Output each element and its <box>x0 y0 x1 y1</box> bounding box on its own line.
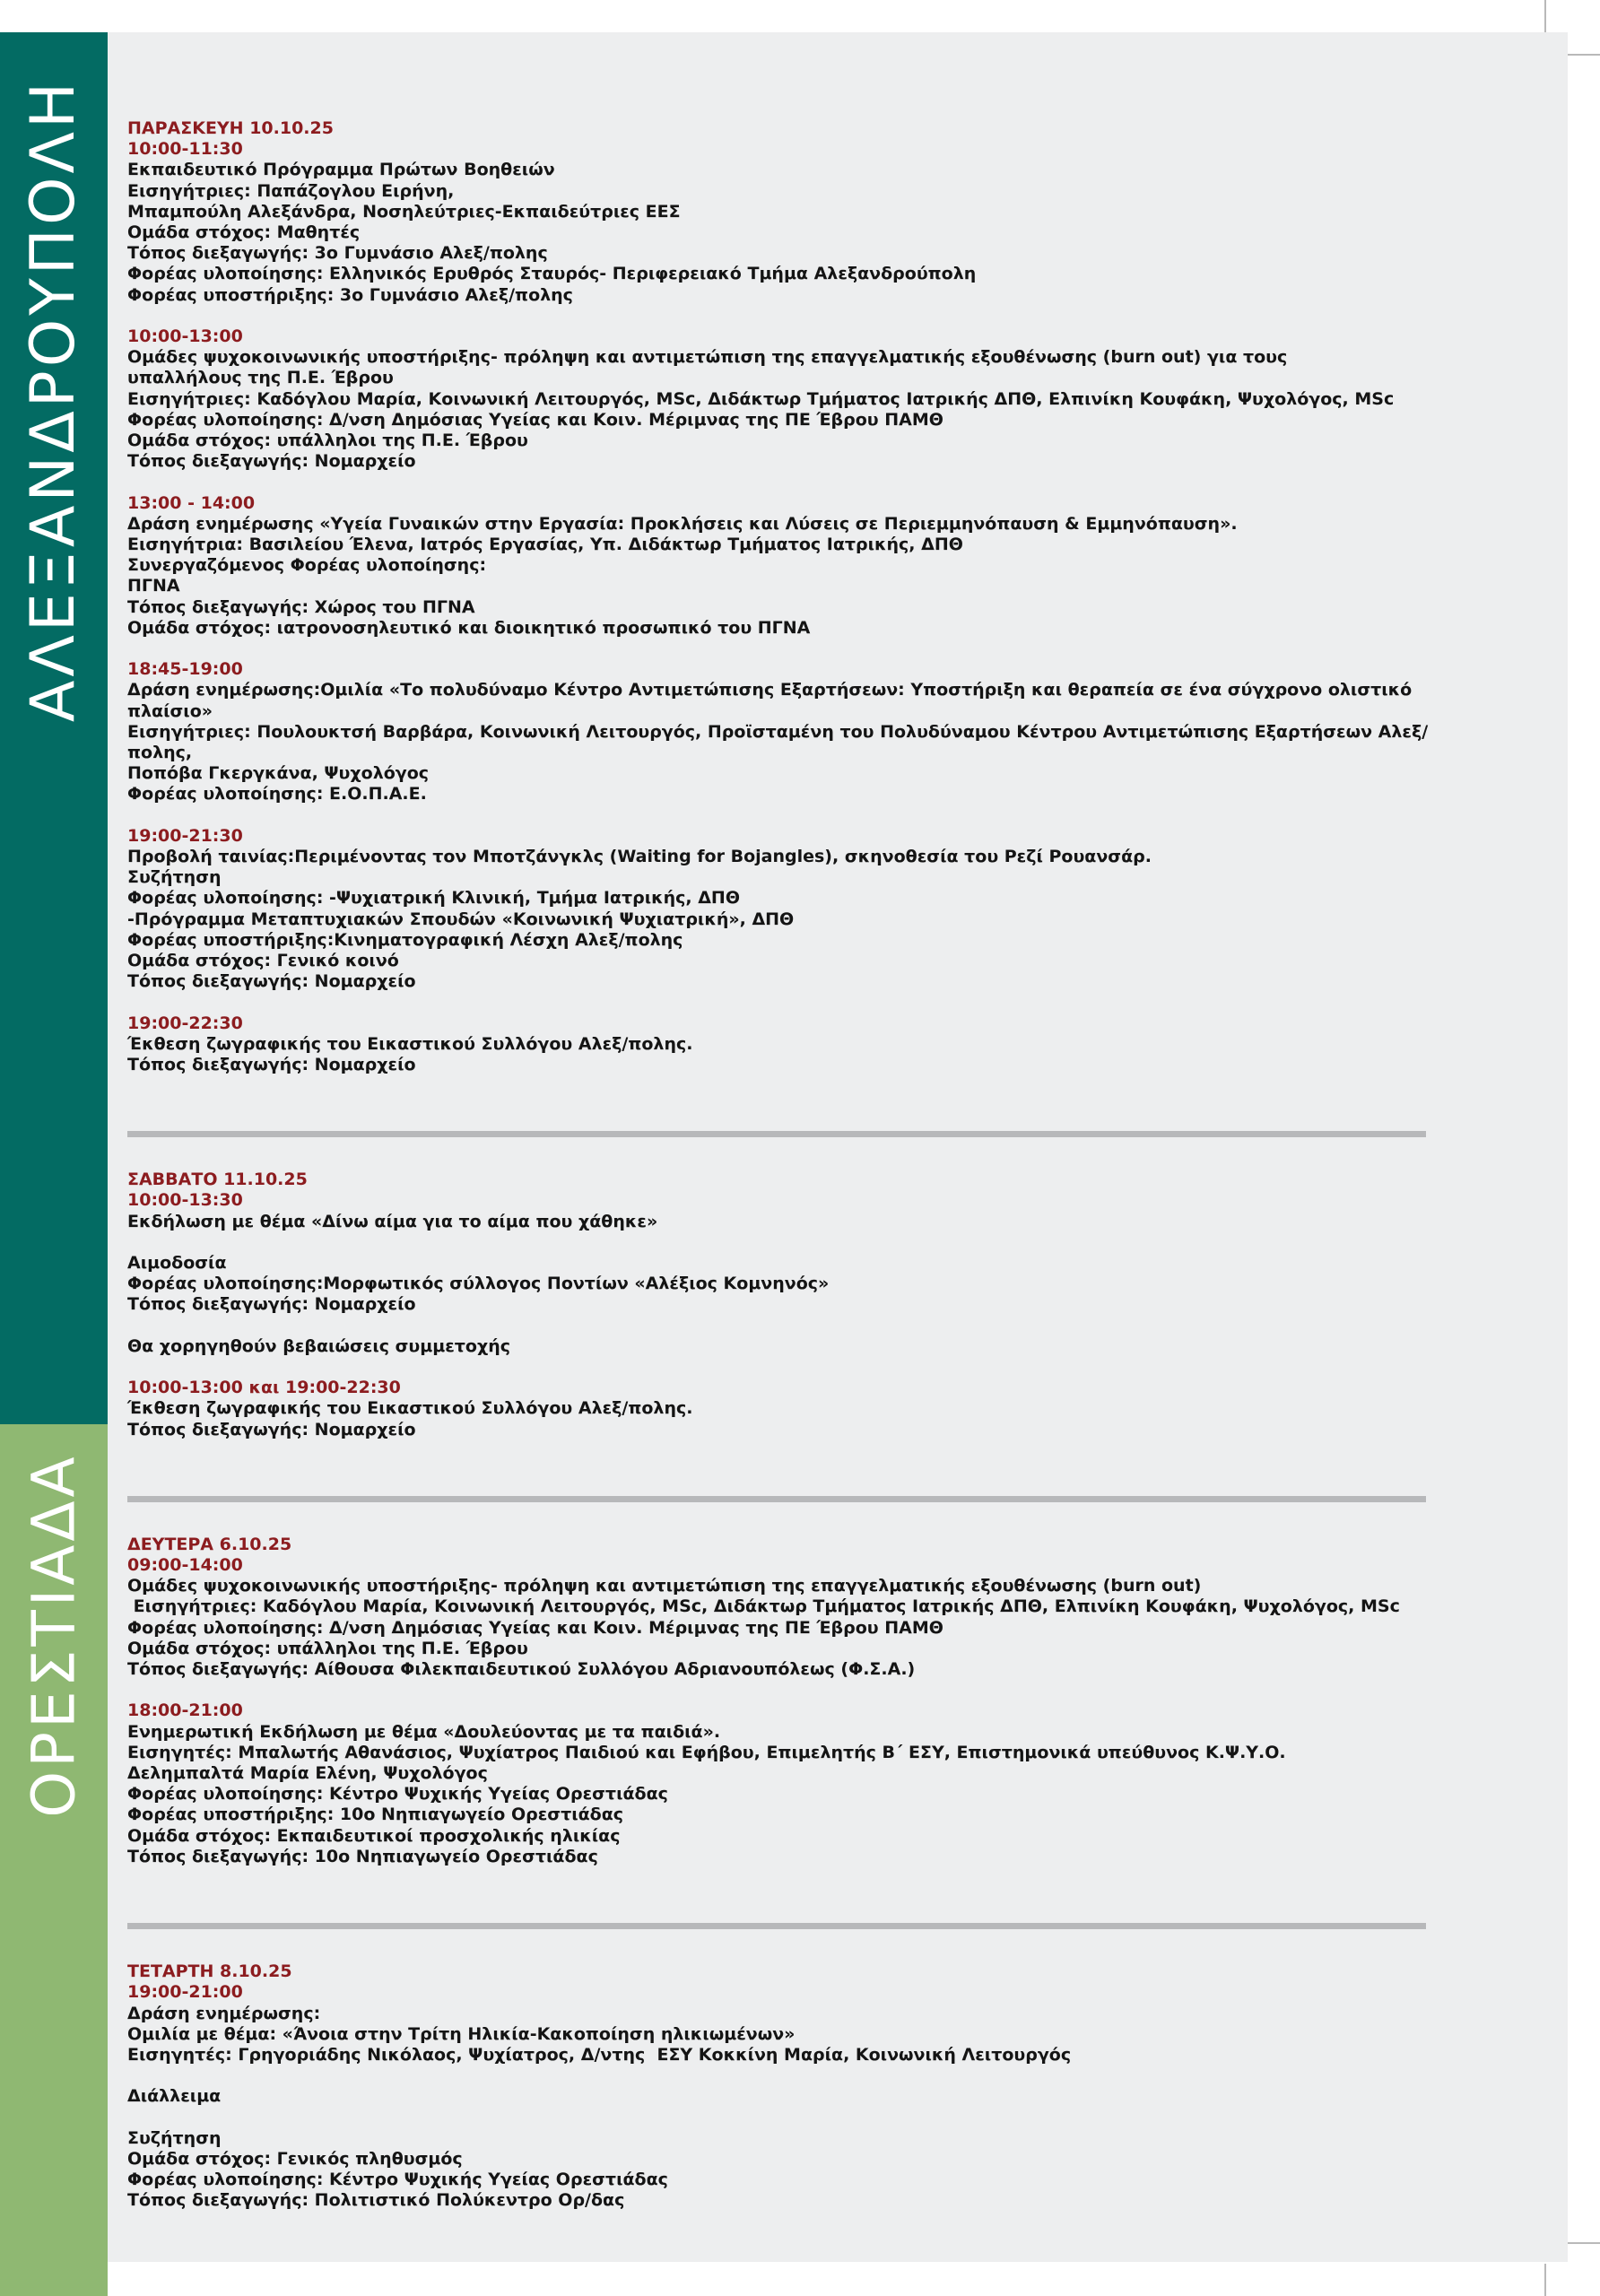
event-time: 19:00-21:30 <box>127 825 243 846</box>
event-time: 18:00-21:00 <box>127 1700 243 1721</box>
event-line: Ομάδα στόχος: υπάλληλοι της Π.Ε. Έβρου <box>127 430 528 451</box>
event-line: Φορέας υλοποίησης: Δ/νση Δημόσιας Υγείας και Κοιν. Μέριμνας της ΠΕ Έβρου ΠΑΜΘ <box>127 409 943 430</box>
event-line: Συζήτηση <box>127 2127 222 2148</box>
event-line: Εισηγήτριες: Καδόγλου Μαρία, Κοινωνική Λειτουργός, MSc, Διδάκτωρ Τμήματος Ιατρικής ΔΠΘ, Ελπινίκη Κουφάκη, Ψυχολόγος, MSc <box>127 388 1395 409</box>
event-line: Τόπος διεξαγωγής: Αίθουσα Φιλεκπαιδευτικού Συλλόγου Αδριανουπόλεως (Φ.Σ.Α.) <box>127 1659 916 1680</box>
event-line: Ομάδα στόχος: ιατρονοσηλευτικό και διοικητικό προσωπικό του ΠΓΝΑ <box>127 617 811 638</box>
event-line: -Πρόγραμμα Μεταπτυχιακών Σπουδών «Κοινωνική Ψυχιατρική», ΔΠΘ <box>127 909 795 929</box>
event-line: Τόπος διεξαγωγής: Πολιτιστικό Πολύκεντρο Ορ/δας <box>127 2190 625 2211</box>
event-line: Συζήτηση <box>127 867 222 888</box>
event-line: Τόπος διεξαγωγής: 3ο Γυμνάσιο Αλεξ/πολης <box>127 243 548 264</box>
event-line: Τόπος διεξαγωγής: Νομαρχείο <box>127 451 416 472</box>
event-time: 18:45-19:00 <box>127 659 243 680</box>
blank-line <box>127 1232 1446 1253</box>
event-block <box>127 139 1446 306</box>
event-line: Ομάδες ψυχοκοινωνικής υποστήριξης- πρόληψη και αντιμετώπιση της επαγγελματικής εξουθένωσης (burn out) <box>127 1576 1202 1596</box>
event-line: Διάλλειμα <box>127 2086 222 2107</box>
day-heading: ΔΕΥΤΕΡΑ 6.10.25 <box>127 1534 292 1554</box>
sidebar-label-text: ΑΛΕΞΑΝΔΡΟΥΠΟΛΗ <box>18 78 90 722</box>
event-line: Εισηγητές: Γρηγοριάδης Νικόλαος, Ψυχίατρος, Δ/ντης ΕΣΥ Κοκκίνη Μαρία, Κοινωνική Λειτουργός <box>127 2044 1072 2065</box>
event-block <box>127 1555 1446 1680</box>
event-line: Τόπος διεξαγωγής: 10ο Νηπιαγωγείο Ορεστιάδας <box>127 1846 598 1866</box>
event-line: Τόπος διεξαγωγής: Νομαρχείο <box>127 1294 416 1315</box>
day-section <box>127 1535 1446 1867</box>
section-divider <box>127 1496 1426 1502</box>
event-line: υπαλλήλους της Π.Ε. Έβρου <box>127 368 394 388</box>
event-line: Φορέας υποστήριξης:Κινηματογραφική Λέσχη Αλεξ/πολης <box>127 929 683 950</box>
blank-line <box>127 1316 1446 1336</box>
day-heading: ΤΕΤΑΡΤΗ 8.10.25 <box>127 1961 292 1982</box>
event-line: Φορέας υλοποίησης: Κέντρο Ψυχικής Υγείας Ορεστιάδας <box>127 2170 668 2190</box>
day-section <box>127 1170 1446 1440</box>
event-line: Ομάδα στόχος: Μαθητές <box>127 222 361 243</box>
event-line: Ομάδα στόχος: Εκπαιδευτικοί προσχολικής ηλικίας <box>127 1825 621 1846</box>
event-time: 19:00-21:00 <box>127 1982 243 2003</box>
event-line: Φορέας υλοποίησης: -Ψυχιατρική Κλινική, Τμήμα Ιατρικής, ΔΠΘ <box>127 888 740 909</box>
event-line: Φορέας υλοποίησης: Ελληνικός Ερυθρός Σταυρός- Περιφερειακό Τμήμα Αλεξανδρούπολη <box>127 264 977 284</box>
event-line: Ενημερωτική Εκδήλωση με θέμα «Δουλεύοντας με τα παιδιά». <box>127 1721 721 1742</box>
event-block <box>127 1190 1446 1357</box>
day-section <box>127 1961 1446 2211</box>
event-time: 10:00-13:00 <box>127 326 243 347</box>
crop-mark <box>1568 2242 1600 2244</box>
sidebar-label-alexandroupoli <box>0 32 108 768</box>
event-line: Δράση ενημέρωσης: <box>127 2003 321 2023</box>
event-line: Προβολή ταινίας:Περιμένοντας τον Μποτζάνγκλς (Waiting for Bojangles), σκηνοθεσία του Ρεζί Ρουανσάρ. <box>127 847 1152 867</box>
event-block <box>127 1013 1446 1076</box>
event-line: Φορέας υποστήριξης: 10ο Νηπιαγωγείο Ορεστιάδας <box>127 1805 624 1825</box>
event-line: Έκθεση ζωγραφικής του Εικαστικού Συλλόγου Αλεξ/πολης. <box>127 1398 693 1419</box>
event-time: 13:00 - 14:00 <box>127 492 256 513</box>
event-line: ΠΓΝΑ <box>127 576 180 596</box>
event-block <box>127 493 1446 639</box>
event-line: Φορέας υλοποίησης: Ε.Ο.Π.Α.Ε. <box>127 784 427 804</box>
event-line: Εισηγήτριες: Πουλουκτσή Βαρβάρα, Κοινωνική Λειτουργός, Προϊσταμένη του Πολυδύναμου Κέντρου Αντιμετώπισης Εξαρτήσεων Αλεξ/πολης, <box>127 721 1429 763</box>
event-line: Εκδήλωση με θέμα «Δίνω αίμα για το αίμα που χάθηκε» <box>127 1211 658 1231</box>
event-time: 09:00-14:00 <box>127 1555 243 1576</box>
section-divider <box>127 1131 1426 1137</box>
event-line: Ποπόβα Γκεργκάνα, Ψυχολόγος <box>127 763 430 784</box>
event-block <box>127 1378 1446 1440</box>
event-block <box>127 1982 1446 2211</box>
blank-line <box>127 2066 1446 2086</box>
event-line: Εισηγήτριες: Παπάζογλου Ειρήνη, <box>127 180 455 201</box>
crop-mark <box>1568 54 1600 56</box>
event-line: Δράση ενημέρωσης:Ομιλία «Το πολυδύναμο Κέντρο Αντιμετώπισης Εξαρτήσεων: Υποστήριξη και θεραπεία σε ένα σύγχρονο ολιστικό πλαίσιο» <box>127 680 1418 721</box>
event-time: 10:00-13:30 <box>127 1190 243 1211</box>
event-line: Τόπος διεξαγωγής: Χώρος του ΠΓΝΑ <box>127 596 475 617</box>
event-block <box>127 326 1446 472</box>
event-block <box>127 1700 1446 1867</box>
event-line: Δράση ενημέρωσης «Υγεία Γυναικών στην Εργασία: Προκλήσεις και Λύσεις σε Περιεμμηνόπαυση & Εμμηνόπαυση». <box>127 513 1238 534</box>
event-line: Τόπος διεξαγωγής: Νομαρχείο <box>127 971 416 992</box>
schedule-content <box>127 118 1446 2212</box>
event-line: Εισηγήτρια: Βασιλείου Έλενα, Ιατρός Εργασίας, Υπ. Διδάκτωρ Τμήματος Ιατρικής, ΔΠΘ <box>127 535 963 555</box>
day-heading: ΠΑΡΑΣΚΕΥΗ 10.10.25 <box>127 118 334 138</box>
event-time: 10:00-11:30 <box>127 139 243 160</box>
blank-line <box>127 2108 1446 2128</box>
event-block <box>127 659 1446 804</box>
event-line: Φορέας υλοποίησης: Κέντρο Ψυχικής Υγείας Ορεστιάδας <box>127 1784 668 1805</box>
sidebar-label-orestiada <box>0 1424 108 1846</box>
event-line: Εκπαιδευτικό Πρόγραμμα Πρώτων Βοηθειών <box>127 160 555 180</box>
event-block <box>127 826 1446 993</box>
event-time: 19:00-22:30 <box>127 1013 243 1033</box>
event-line: Φορέας υλοποίησης:Μορφωτικός σύλλογος Ποντίων «Αλέξιος Κομνηνός» <box>127 1274 830 1294</box>
event-line: Θα χορηγηθούν βεβαιώσεις συμμετοχής <box>127 1335 511 1356</box>
event-line: Ομάδα στόχος: Γενικό κοινό <box>127 951 399 971</box>
event-line: Ομάδα στόχος: υπάλληλοι της Π.Ε. Έβρου <box>127 1638 528 1658</box>
event-line: Τόπος διεξαγωγής: Νομαρχείο <box>127 1419 416 1439</box>
event-line: Φορέας υποστήριξης: 3ο Γυμνάσιο Αλεξ/πολης <box>127 284 573 305</box>
event-line: Εισηγήτριες: Καδόγλου Μαρία, Κοινωνική Λειτουργός, MSc, Διδάκτωρ Τμήματος Ιατρικής ΔΠΘ, Ελπινίκη Κουφάκη, Ψυχολόγος, MSc <box>127 1596 1400 1617</box>
event-line: Αιμοδοσία <box>127 1253 227 1274</box>
event-line: Φορέας υλοποίησης: Δ/νση Δημόσιας Υγείας και Κοιν. Μέριμνας της ΠΕ Έβρου ΠΑΜΘ <box>127 1617 943 1638</box>
day-heading: ΣΑΒΒΑΤΟ 11.10.25 <box>127 1170 308 1190</box>
crop-mark <box>1544 0 1546 32</box>
sidebar-label-text: ΟΡΕΣΤΙΑΔΑ <box>19 1452 89 1818</box>
event-line: Δελημπαλτά Μαρία Ελένη, Ψυχολόγος <box>127 1763 488 1784</box>
event-line: Εισηγητές: Μπαλωτής Αθανάσιος, Ψυχίατρος Παιδιού και Εφήβου, Επιμελητής Β΄ ΕΣΥ, Επιστημονικά υπεύθυνος Κ.Ψ.Υ.Ο. <box>127 1742 1286 1762</box>
event-time: 10:00-13:00 και 19:00-22:30 <box>127 1378 401 1398</box>
event-line: Τόπος διεξαγωγής: Νομαρχείο <box>127 1055 416 1075</box>
event-line: Μπαμπούλη Αλεξάνδρα, Νοσηλεύτριες-Εκπαιδεύτριες ΕΕΣ <box>127 201 681 222</box>
event-line: Ομιλία με θέμα: «Άνοια στην Τρίτη Ηλικία-Κακοποίηση ηλικιωμένων» <box>127 2023 796 2044</box>
crop-mark <box>1544 2264 1546 2296</box>
day-section <box>127 118 1446 1075</box>
section-divider <box>127 1923 1426 1929</box>
event-line: Έκθεση ζωγραφικής του Εικαστικού Συλλόγου Αλεξ/πολης. <box>127 1033 693 1054</box>
event-line: Ομάδες ψυχοκοινωνικής υποστήριξης- πρόληψη και αντιμετώπιση της επαγγελματικής εξουθένωσης (burn out) για τους <box>127 347 1288 368</box>
event-line: Ομάδα στόχος: Γενικός πληθυσμός <box>127 2148 463 2169</box>
event-line: Συνεργαζόμενος Φορέας υλοποίησης: <box>127 555 487 576</box>
